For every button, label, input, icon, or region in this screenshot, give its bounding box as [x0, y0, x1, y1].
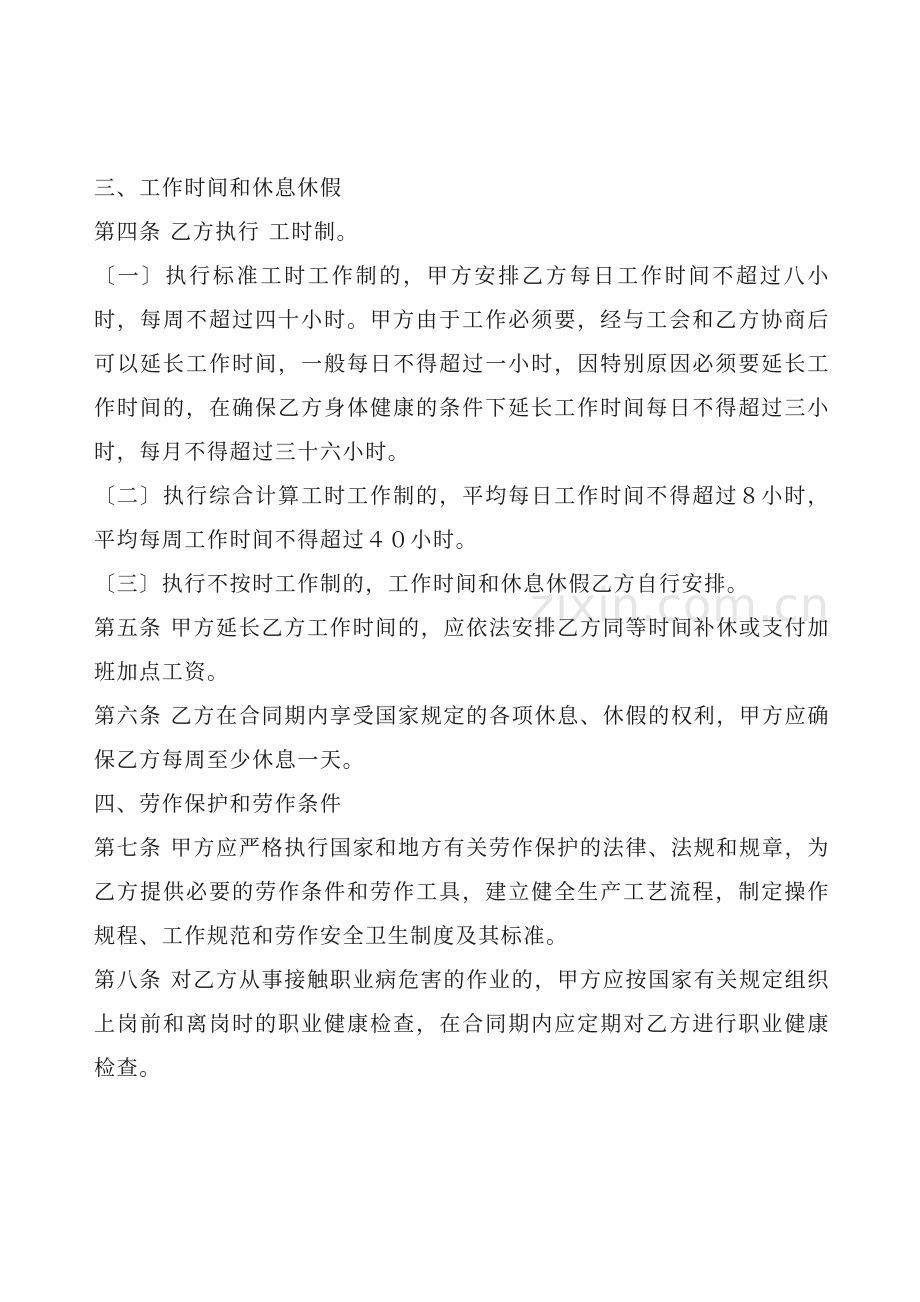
article-5: 第五条 甲方延长乙方工作时间的，应依法安排乙方同等时间补休或支付加班加点工资。 [94, 616, 830, 684]
section-heading-work-time: 三、工作时间和休息休假 [94, 176, 343, 200]
article-4: 第四条 乙方执行 工时制。 [94, 220, 360, 244]
document-body [94, 166, 830, 1090]
watermark: zixin.com.cn [530, 578, 831, 632]
article-7: 第七条 甲方应严格执行国家和地方有关劳作保护的法律、法规和规章，为乙方提供必要的劳作条件和劳作工具，建立健全生产工艺流程，制定操作规程、工作规范和劳作安全卫生制度及其标准。 [94, 836, 830, 948]
clause-standard-hours: 〔一〕执行标准工时工作制的，甲方安排乙方每日工作时间不超过八小时，每周不超过四十小时。甲方由于工作必须要，经与工会和乙方协商后可以延长工作时间，一般每日不得超过一小时，因特别原因必须要延长工作时间的，在确保乙方身体健康的条件下延长工作时间每日不得超过三小时，每月不得超过三十六小时。 [94, 264, 830, 464]
clause-flexible-hours: 〔三〕执行不按时工作制的，工作时间和休息休假乙方自行安排。 [94, 572, 750, 596]
article-8: 第八条 对乙方从事接触职业病危害的作业的，甲方应按国家有关规定组织上岗前和离岗时的职业健康检查，在合同期内应定期对乙方进行职业健康检查。 [94, 968, 830, 1080]
clause-comprehensive-hours: 〔二〕执行综合计算工时工作制的，平均每日工作时间不得超过８小时，平均每周工作时间不得超过４０小时。 [94, 484, 830, 552]
section-heading-labor-protection: 四、劳作保护和劳作条件 [94, 792, 343, 816]
article-6: 第六条 乙方在合同期内享受国家规定的各项休息、休假的权利，甲方应确保乙方每周至少休息一天。 [94, 704, 830, 772]
